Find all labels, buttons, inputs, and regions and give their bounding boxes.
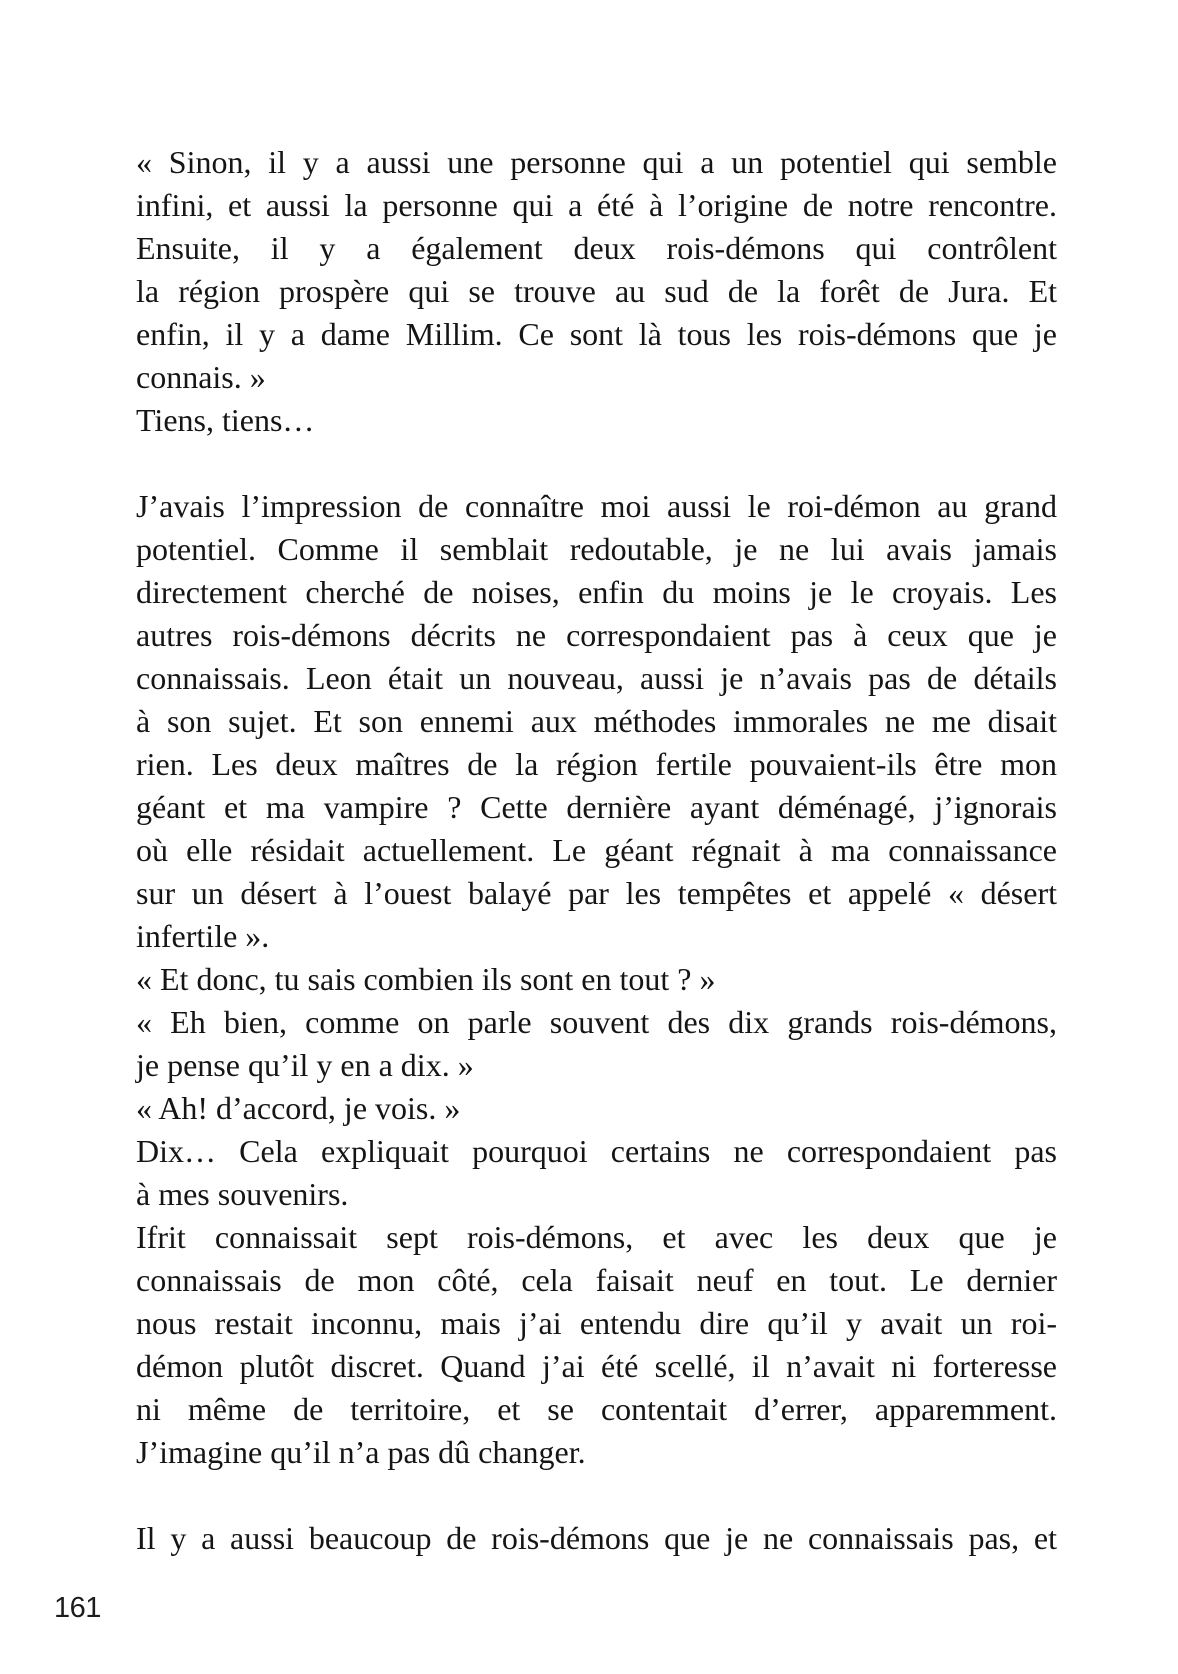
text-line: ni même de territoire, et se contentait d’errer, apparemment.	[136, 1391, 1057, 1427]
text-line: « Sinon, il y a aussi une personne qui a un potentiel qui semble	[136, 144, 1057, 180]
paragraph-spacer	[136, 1474, 1057, 1517]
paragraph-spacer	[136, 442, 1057, 485]
text-line: directement cherché de noises, enfin du moins je le croyais. Les	[136, 574, 1057, 610]
text-line: nous restait inconnu, mais j’ai entendu dire qu’il y avait un roi-	[136, 1305, 1057, 1341]
text-line: à mes souvenirs.	[136, 1176, 349, 1212]
text-line: connaissais de mon côté, cela faisait neuf en tout. Le dernier	[136, 1262, 1057, 1298]
text-line: J’avais l’impression de connaître moi aussi le roi-démon au grand	[136, 488, 1057, 524]
text-line: Ensuite, il y a également deux rois-démons qui contrôlent	[136, 230, 1057, 266]
text-line: rien. Les deux maîtres de la région fertile pouvaient-ils être mon	[136, 746, 1057, 782]
page-number: 161	[54, 1592, 101, 1624]
text-line: sur un désert à l’ouest balayé par les tempêtes et appelé « désert	[136, 875, 1057, 911]
text-line: à son sujet. Et son ennemi aux méthodes immorales ne me disait	[136, 703, 1057, 739]
text-line: connaissais. Leon était un nouveau, aussi je n’avais pas de détails	[136, 660, 1057, 696]
text-line: Ifrit connaissait sept rois-démons, et avec les deux que je	[136, 1219, 1057, 1255]
page-text	[136, 141, 1057, 1560]
text-line: Tiens, tiens…	[136, 402, 315, 438]
text-line: Dix… Cela expliquait pourquoi certains ne correspondaient pas	[136, 1133, 1057, 1169]
text-line: la région prospère qui se trouve au sud de la forêt de Jura. Et	[136, 273, 1057, 309]
text-line: infini, et aussi la personne qui a été à l’origine de notre rencontre.	[136, 187, 1057, 223]
text-line: potentiel. Comme il semblait redoutable, je ne lui avais jamais	[136, 531, 1057, 567]
text-line: enfin, il y a dame Millim. Ce sont là tous les rois-démons que je	[136, 316, 1057, 352]
text-line: Il y a aussi beaucoup de rois-démons que je ne connaissais pas, et	[136, 1520, 1057, 1556]
text-line: « Ah! d’accord, je vois. »	[136, 1090, 461, 1126]
text-line: J’imagine qu’il n’a pas dû changer.	[136, 1434, 586, 1470]
text-line: connais. »	[136, 359, 266, 395]
text-line: je pense qu’il y en a dix. »	[136, 1047, 474, 1083]
text-line: géant et ma vampire ? Cette dernière ayant déménagé, j’ignorais	[136, 789, 1057, 825]
text-line: où elle résidait actuellement. Le géant régnait à ma connaissance	[136, 832, 1057, 868]
text-line: autres rois-démons décrits ne correspondaient pas à ceux que je	[136, 617, 1057, 653]
text-line: « Eh bien, comme on parle souvent des dix grands rois-démons,	[136, 1004, 1057, 1040]
text-line: « Et donc, tu sais combien ils sont en tout ? »	[136, 961, 716, 997]
text-line: démon plutôt discret. Quand j’ai été scellé, il n’avait ni forteresse	[136, 1348, 1057, 1384]
text-line: infertile ».	[136, 918, 270, 954]
